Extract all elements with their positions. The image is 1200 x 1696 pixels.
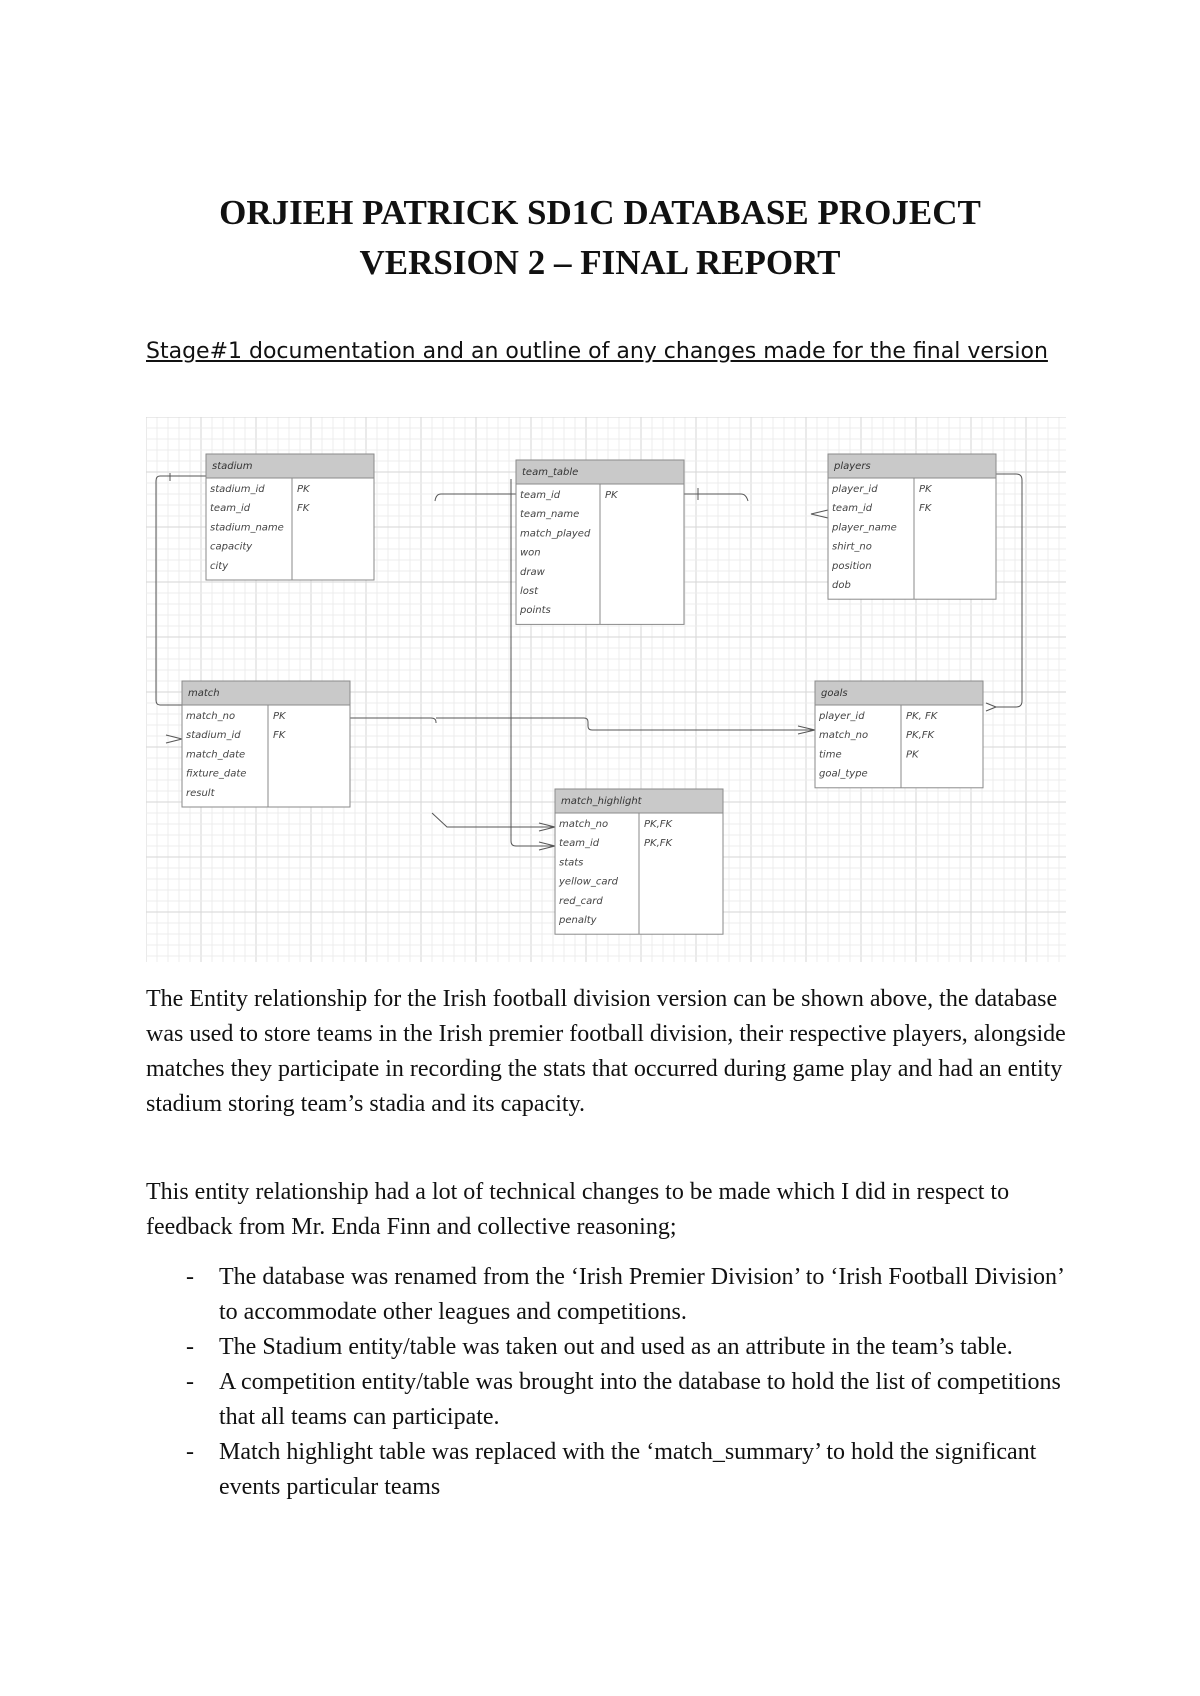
key-label: PK,FK bbox=[644, 819, 673, 830]
field-name: red_card bbox=[559, 895, 603, 907]
field-name: player_id bbox=[819, 711, 865, 722]
field-name: goal_type bbox=[819, 768, 868, 780]
field-name: match_no bbox=[186, 711, 236, 722]
field-name: penalty bbox=[559, 915, 597, 926]
field-name: shirt_no bbox=[832, 541, 872, 553]
bullet-marker: - bbox=[186, 1334, 194, 1360]
paragraph-intro: The Entity relationship for the Irish football division version can be shown above, the database was used to store teams in the Irish premier football division, their respective players, alongside matches they participate in recording the stats that occurred during game play and had an entity stadium storing team’s stadia and its capacity. bbox=[146, 986, 1066, 1117]
entity-table-match-highlight bbox=[555, 789, 723, 934]
field-name: capacity bbox=[210, 541, 253, 553]
changes-list bbox=[146, 1260, 1076, 1505]
relationship-line bbox=[811, 510, 828, 518]
field-name: time bbox=[819, 749, 842, 761]
relationship-line bbox=[436, 718, 815, 730]
field-name: match_date bbox=[186, 749, 246, 761]
field-name: team_id bbox=[520, 490, 561, 501]
list-item-text: The database was renamed from the ‘Irish Premier Division’ to ‘Irish Football Division’ to accommodate other leagues and competitions. bbox=[219, 1264, 1064, 1325]
field-name: won bbox=[520, 547, 541, 559]
entity-table-team-table bbox=[516, 460, 684, 624]
key-label: PK bbox=[297, 484, 310, 495]
field-name: stadium_id bbox=[186, 730, 241, 742]
field-name: team_name bbox=[520, 509, 580, 521]
table-title: stadium bbox=[212, 461, 253, 472]
relationship-line bbox=[432, 813, 555, 827]
key-label: PK,FK bbox=[644, 838, 673, 850]
field-name: fixture_date bbox=[186, 768, 247, 780]
field-name: position bbox=[832, 560, 872, 572]
field-name: player_id bbox=[832, 484, 878, 495]
report-title-line-1: ORJIEH PATRICK SD1C DATABASE PROJECT bbox=[219, 193, 981, 232]
field-name: city bbox=[210, 560, 229, 572]
list-item-text: The Stadium entity/table was taken out and used as an attribute in the team’s table. bbox=[219, 1334, 1013, 1360]
field-name: stadium_id bbox=[210, 484, 265, 495]
list-item bbox=[146, 1330, 1076, 1365]
entity-table-match bbox=[182, 681, 350, 807]
field-name: team_id bbox=[210, 503, 251, 515]
field-name: match_played bbox=[520, 528, 591, 540]
entity-table-goals bbox=[815, 681, 983, 788]
relationship-line bbox=[156, 476, 206, 705]
field-name: stadium_name bbox=[210, 522, 284, 534]
key-label: PK, FK bbox=[906, 711, 938, 722]
stage-heading: Stage#1 documentation and an outline of any changes made for the final version bbox=[146, 339, 1048, 364]
report-title-line-2: VERSION 2 – FINAL REPORT bbox=[359, 243, 841, 282]
field-name: team_id bbox=[832, 503, 873, 515]
key-label: PK bbox=[906, 749, 919, 761]
relationship-line bbox=[986, 703, 996, 711]
list-item-text: A competition entity/table was brought into the database to hold the list of competitions that all teams can participate. bbox=[219, 1369, 1061, 1430]
bullet-marker: - bbox=[186, 1264, 194, 1290]
relationship-line bbox=[996, 474, 1022, 707]
field-name: draw bbox=[520, 566, 545, 578]
field-name: match_no bbox=[819, 730, 869, 742]
field-name: dob bbox=[832, 580, 851, 591]
list-item bbox=[146, 1365, 1076, 1435]
bullet-marker: - bbox=[186, 1439, 194, 1465]
field-name: team_id bbox=[559, 838, 600, 850]
key-label: PK bbox=[273, 711, 286, 722]
relationship-line bbox=[684, 494, 748, 501]
list-item bbox=[146, 1435, 1076, 1505]
table-title: goals bbox=[821, 688, 848, 699]
key-label: FK bbox=[273, 730, 286, 742]
field-name: points bbox=[520, 605, 551, 617]
field-name: match_no bbox=[559, 819, 609, 830]
table-title: players bbox=[834, 461, 871, 472]
table-title: match_highlight bbox=[561, 796, 642, 807]
key-label: PK bbox=[919, 484, 932, 495]
field-name: stats bbox=[559, 857, 584, 869]
table-title: team_table bbox=[522, 467, 579, 478]
key-label: FK bbox=[297, 503, 310, 515]
field-name: player_name bbox=[832, 522, 897, 534]
er-diagram bbox=[146, 417, 1066, 962]
key-label: PK,FK bbox=[906, 730, 935, 742]
field-name: lost bbox=[520, 586, 539, 597]
list-item-text: Match highlight table was replaced with the ‘match_summary’ to hold the significant events particular teams bbox=[219, 1439, 1037, 1500]
key-label: PK bbox=[605, 490, 618, 501]
entity-table-players bbox=[828, 454, 996, 599]
table-title: match bbox=[188, 688, 220, 699]
paragraph-changes: This entity relationship had a lot of technical changes to be made which I did in respect to feedback from Mr. Enda Finn and collective reasoning; bbox=[146, 1179, 1010, 1240]
field-name: result bbox=[186, 787, 215, 799]
entity-table-stadium bbox=[206, 454, 374, 580]
list-item bbox=[146, 1260, 1076, 1330]
bullet-marker: - bbox=[186, 1369, 194, 1395]
relationship-line bbox=[350, 718, 436, 723]
field-name: yellow_card bbox=[559, 876, 619, 888]
key-label: FK bbox=[919, 503, 932, 515]
